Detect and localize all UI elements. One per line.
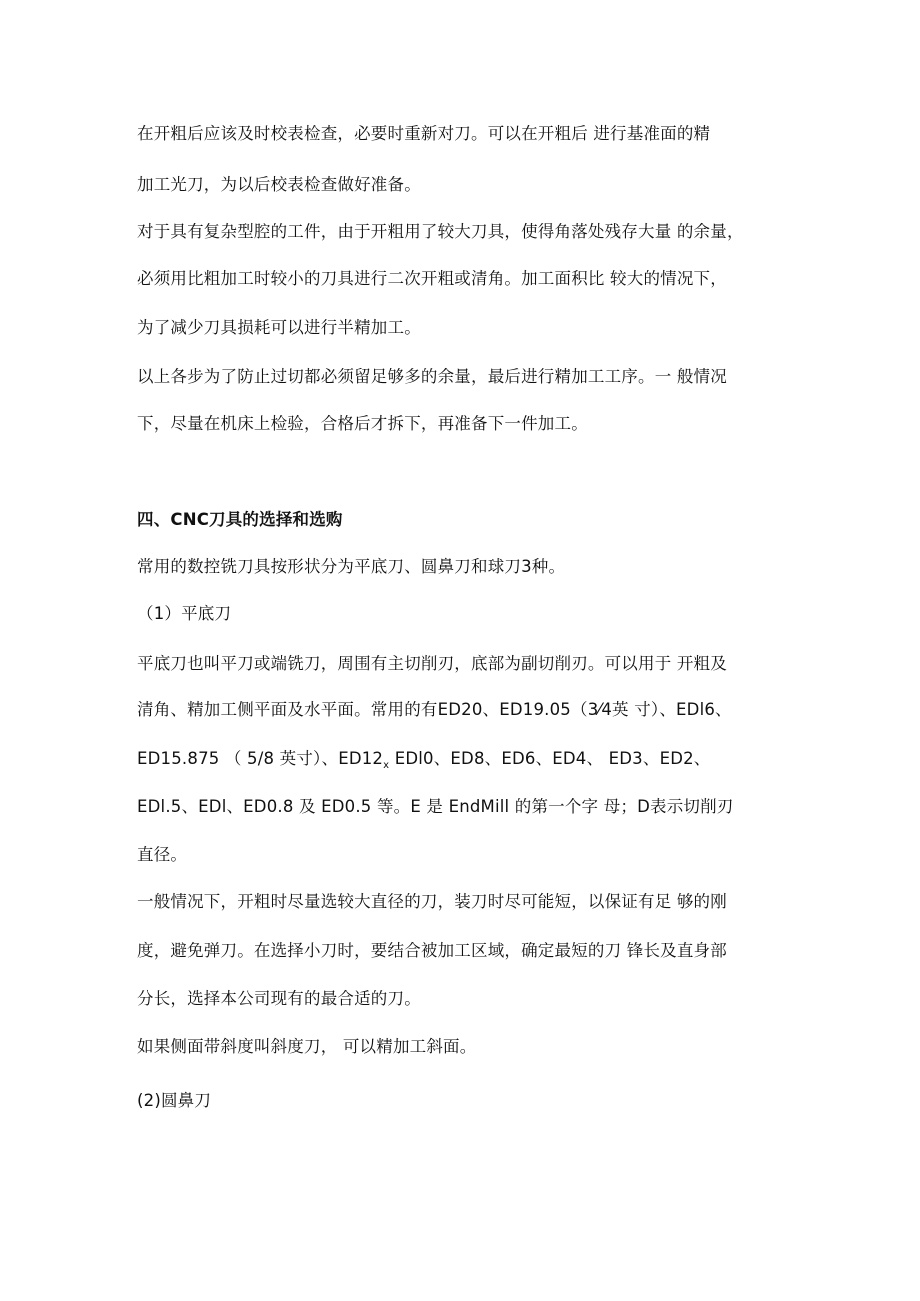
paragraph-line: 在开粗后应该及时校表检查，必要时重新对刀。可以在开粗后 进行基准面的精 bbox=[137, 124, 711, 143]
text-segment: ED15.875 （ 5/8 英寸）、ED12 bbox=[137, 749, 384, 768]
paragraph-line: 平底刀也叫平刀或端铣刀，周围有主切削刃，底部为副切削刃。可以用于 开粗及 bbox=[137, 654, 727, 673]
subsection-heading: （1）平底刀 bbox=[137, 604, 232, 623]
paragraph-line: 直径。 bbox=[137, 845, 188, 864]
paragraph-line: 常用的数控铣刀具按形状分为平底刀、圆鼻刀和球刀3种。 bbox=[137, 557, 566, 576]
paragraph-line: 一般情况下，开粗时尽量选较大直径的刀，装刀时尽可能短，以保证有足 够的刚 bbox=[137, 892, 727, 911]
text-segment: EDl0、ED8、ED6、ED4、 ED3、ED2、 bbox=[389, 749, 711, 768]
paragraph-line: 为了减少刀具损耗可以进行半精加工。 bbox=[137, 318, 421, 337]
section-heading: 四、CNC刀具的选择和选购 bbox=[137, 510, 343, 529]
paragraph-line: 加工光刀，为以后校表检查做好准备。 bbox=[137, 175, 421, 194]
paragraph-line: 必须用比粗加工时较小的刀具进行二次开粗或清角。加工面积比 较大的情况下， bbox=[137, 269, 727, 288]
paragraph-line bbox=[137, 749, 711, 769]
paragraph-line: EDl.5、EDl、ED0.8 及 ED0.5 等。E 是 EndMill 的第一个字 母；D表示切削刃 bbox=[137, 797, 734, 816]
paragraph-line: 度，避免弹刀。在选择小刀时，要结合被加工区域，确定最短的刀 锋长及直身部 bbox=[137, 941, 727, 960]
paragraph-line: 清角、精加工侧平面及水平面。常用的有ED20、ED19.05（3⁄4英 寸）、EDl6、 bbox=[137, 700, 732, 719]
paragraph-line: 对于具有复杂型腔的工件，由于开粗用了较大刀具，使得角落处残存大量 的余量， bbox=[137, 222, 744, 241]
paragraph-line: 如果侧面带斜度叫斜度刀， 可以精加工斜面。 bbox=[137, 1037, 477, 1056]
paragraph-line: 以上各步为了防止过切都必须留足够多的余量，最后进行精加工工序。一 般情况 bbox=[137, 367, 727, 386]
paragraph-line: 下，尽量在机床上检验，合格后才拆下，再准备下一件加工。 bbox=[137, 414, 588, 433]
paragraph-line: 分长，选择本公司现有的最合适的刀。 bbox=[137, 989, 421, 1008]
subsection-heading: (2)圆鼻刀 bbox=[137, 1091, 212, 1110]
subscript: x bbox=[383, 760, 390, 771]
